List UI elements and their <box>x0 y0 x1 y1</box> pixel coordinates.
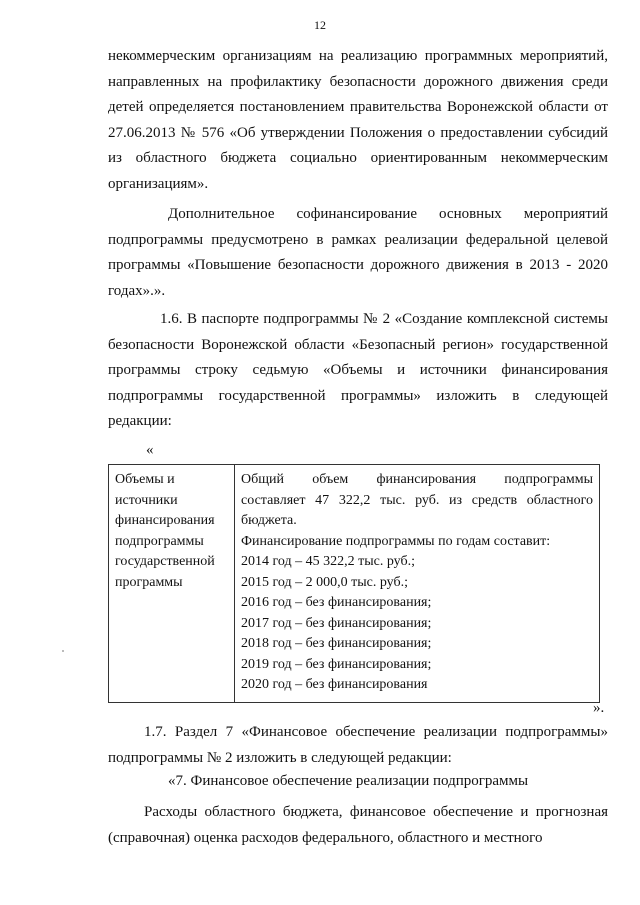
paragraph-1-7: 1.7. Раздел 7 «Финансовое обеспечение реализации подпрограммы» подпрограммы № 2 изложить в следующей редакции: <box>108 724 608 766</box>
label-line: источники <box>115 492 178 508</box>
section-heading: «7. Финансовое обеспечение реализации подпрограммы <box>168 773 529 789</box>
value-line: 2018 год – без финансирования; <box>241 636 432 651</box>
label-line: Объемы и <box>115 472 175 487</box>
value-line: бюджета. <box>241 513 297 528</box>
value-line: составляет 47 322,2 тыс. руб. из средств областного <box>241 492 593 508</box>
value-line: 2015 год – 2 000,0 тыс. руб.; <box>241 574 408 590</box>
financing-table <box>108 464 600 703</box>
value-line: Общий объем финансирования подпрограммы <box>241 472 593 487</box>
value-line: 2020 год – без финансирования <box>241 677 428 692</box>
closing-quote-mark: ». <box>593 700 605 716</box>
paragraph-1-6: 1.6. В паспорте подпрограммы № 2 «Создание комплексной системы безопасности Воронежской области «Безопасный регион» государственной программы строку седьмую «Объемы и источники финансирования подпрограммы государственной программы» изложить в следующей редакции: <box>108 311 608 430</box>
value-line: 2017 год – без финансирования; <box>241 615 432 631</box>
label-line: финансирования <box>115 513 215 528</box>
value-line: 2019 год – без финансирования; <box>241 656 432 672</box>
paragraph-subsidies: некоммерческим организациям на реализацию программных мероприятий, направленных на профилактику безопасности дорожного движения среди детей определяется постановлением правительства Воронежской области от 27.06.2013 № 576 «Об утверждении Положения о предоставлении субсидий из областного бюджета социально ориентированным некоммерческим организациям». <box>108 48 608 192</box>
label-line: государственной <box>115 554 215 569</box>
label-line: программы <box>115 574 183 590</box>
scan-speck <box>62 650 64 652</box>
table-label-cell <box>109 465 235 703</box>
value-line: Финансирование подпрограммы по годам составит: <box>241 533 551 549</box>
label-line: подпрограммы <box>115 533 204 549</box>
paragraph-cofinancing: Дополнительное софинансирование основных мероприятий подпрограммы предусмотрено в рамках реализации федеральной целевой программы «Повышение безопасности дорожного движения в 2013 - 2020 годах».». <box>108 206 608 299</box>
table-value-cell <box>235 465 600 703</box>
page-number: 12 <box>314 18 326 32</box>
value-line: 2014 год – 45 322,2 тыс. руб.; <box>241 554 415 569</box>
value-line: 2016 год – без финансирования; <box>241 595 432 610</box>
paragraph-expenses: Расходы областного бюджета, финансовое обеспечение и прогнозная (справочная) оценка расходов федерального, областного и местного <box>108 804 608 846</box>
table-row <box>109 465 600 703</box>
opening-quote-mark: « <box>146 442 154 458</box>
